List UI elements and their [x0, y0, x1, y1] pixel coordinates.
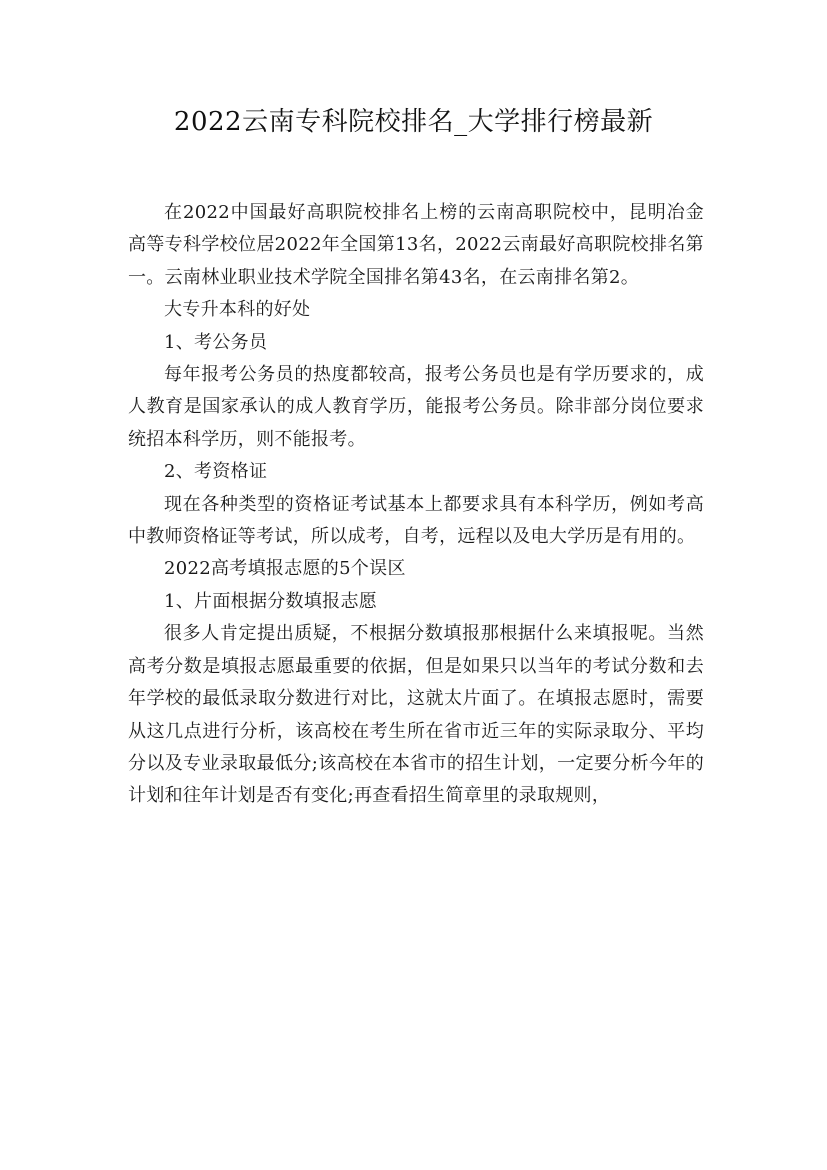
subheading-civil-service: 1、考公务员: [164, 331, 268, 353]
paragraph-civil-service: 每年报考公务员的热度都较高，报考公务员也是有学历要求的，成人教育是国家承认的成人教育学历，能报考公务员。除非部分岗位要求统招本科学历，则不能报考。: [128, 364, 704, 450]
heading-benefits: 大专升本科的好处: [164, 299, 311, 321]
document-title: 2022云南专科院校排名_大学排行榜最新: [173, 107, 654, 137]
subheading-certificates: 2、考资格证: [164, 461, 268, 483]
paragraph-certificates: 现在各种类型的资格证考试基本上都要求具有本科学历，例如考高中教师资格证等考试，所以成考，自考，远程以及电大学历是有用的。: [128, 493, 704, 548]
document-body: [128, 197, 704, 813]
heading-misconceptions: 2022高考填报志愿的5个误区: [164, 558, 406, 580]
subheading-score-only: 1、片面根据分数填报志愿: [164, 590, 378, 612]
paragraph-intro: 在2022中国最好高职院校排名上榜的云南高职院校中，昆明冶金高等专科学校位居2022年全国第13名，2022云南最好高职院校排名第一。云南林业职业技术学院全国排名第43名，在云南排名第2。: [128, 202, 704, 288]
paragraph-score-only: 很多人肯定提出质疑，不根据分数填报那根据什么来填报呢。当然高考分数是填报志愿最重要的依据，但是如果只以当年的考试分数和去年学校的最低录取分数进行对比，这就太片面了。在填报志愿时，需要从这几点进行分析，该高校在考生所在省市近三年的实际录取分、平均分以及专业录取最低分;该高校在本省市的招生计划，一定要分析今年的计划和往年计划是否有变化;再查看招生简章里的录取规则，: [128, 623, 704, 807]
